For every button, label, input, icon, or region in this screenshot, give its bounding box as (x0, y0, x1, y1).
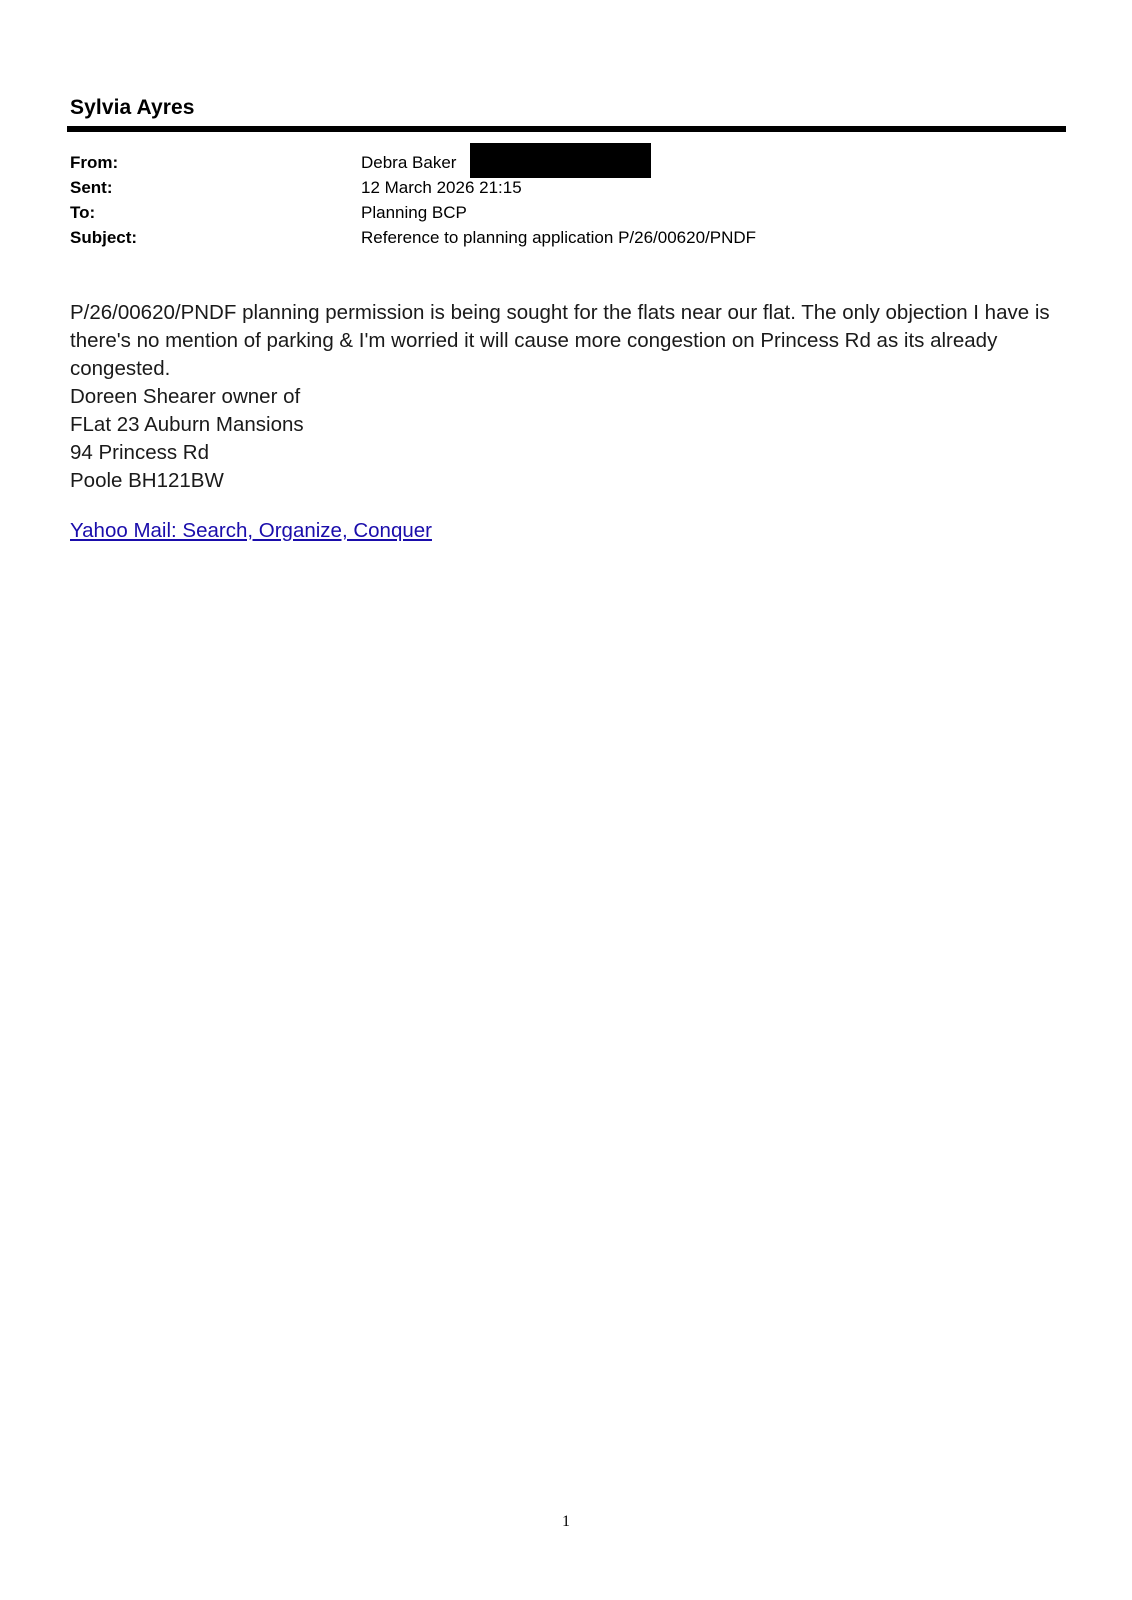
to-label: To: (70, 202, 96, 222)
header-divider (67, 126, 1066, 132)
from-label: From: (70, 152, 119, 172)
signature-line-flat: FLat 23 Auburn Mansions (70, 413, 304, 436)
page-number: 1 (562, 1513, 570, 1530)
signature-line-town: Poole BH121BW (70, 469, 224, 492)
email-body (70, 299, 1070, 495)
header-row-to (70, 200, 1030, 225)
body-paragraph: P/26/00620/PNDF planning permission is being sought for the flats near our flat. The only objection I have is there's no mention of parking & I'm worried it will cause more congestion on Princess Rd as its already congested. (70, 301, 1050, 380)
signature-line-name: Doreen Shearer owner of (70, 385, 301, 408)
subject-value: Reference to planning application P/26/00620/PNDF (361, 227, 757, 247)
header-row-from (70, 150, 1030, 175)
email-header (70, 150, 1030, 250)
subject-label: Subject: (70, 227, 138, 247)
yahoo-mail-link[interactable]: Yahoo Mail: Search, Organize, Conquer (70, 519, 432, 542)
sent-label: Sent: (70, 177, 113, 197)
signature-line-street: 94 Princess Rd (70, 441, 210, 464)
to-value: Planning BCP (361, 202, 467, 222)
header-row-subject (70, 225, 1030, 250)
redacted-email-block (470, 143, 651, 178)
sent-value: 12 March 2026 21:15 (361, 177, 522, 197)
from-value: Debra Baker (361, 152, 457, 172)
from-value-container (361, 145, 651, 180)
mailbox-owner-name: Sylvia Ayres (70, 96, 195, 119)
